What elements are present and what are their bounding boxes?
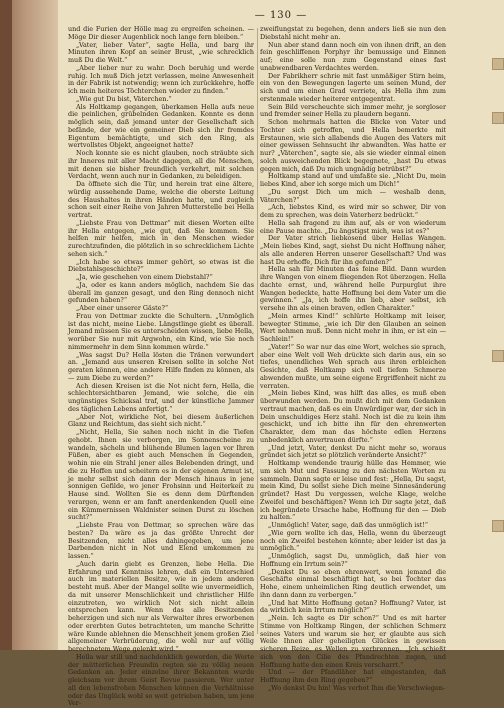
paragraph: „Auch darin giebt es Grenzen, liebe Hella. Die Erfahrung und Kenntniss lehren, daß ein Unterschied auch im materiellen Besitze, wie in jedem anderen besteht muß. Aber der Mangel sollte wie unvermeidlich, da mit unserer Menschlichkeit und christlicher Hilfe einzutreten, wo wirklich Not sich nicht allein entsprechen kann. Wenn das alle Besitzenden beherzigen und sich nur als Verwalter ihres erworbenen oder ererbten Gutes betrachteten, um manche Schritte wäre Kunde ablehnen die Menschheit jenem großen Ziel allgemeiner Verbrüderung, die wohl nur auf völlig berechnetem Wege gelenkt wird.“	[68, 559, 254, 653]
paragraph: und die Furien der Hölle mag zu ergreifen scheinen. — Möge Dir dieser Augenblick noch lange fern bleiben.“	[68, 25, 254, 41]
paragraph: „Liebste Frau von Dettmar“ mit diesen Worten eilte ihr Hella entgegen, „wie gut, daß Sie kommen. Sie helfen mir helfen, mich in den Menschen wieder zurechtzufinden, die plötzlich in so schrecklichem Lichte sehen sich.“	[68, 218, 254, 258]
paragraph: Hella sah fragend zu ihm auf, als er von wiederum eine Pause machte. „Du ängstigst mich, was ist es?“	[260, 218, 446, 235]
left-column	[68, 25, 254, 708]
paragraph: „Ich habe so etwas immer gehört, so etwas ist die Diebstahlsgeschichte?“	[68, 257, 254, 274]
book-binding	[0, 0, 58, 650]
paragraph: „Denkst Du so eben ehrenwert, wenn jemand die Geschäfte einmal beschäftigt hat, so bei Tochter das Hohe, einem unheimlichen Ring deutlich erwendet, um ihn dann dann zu verbergen.“	[260, 567, 446, 599]
paragraph: Als Holtkamp gegangen, überkamen Hella aufs neue die peinlichen, grübelnden Gedanken. Konnte es denn möglich sein, daß jemand unter der Gesellschaft sich befände, der wie ein gemeiner Dieb sich ihr fremdes Eigentum bemächtigte, und sich den Ring, als wertvollstes Objekt, angeeignet hatte?	[68, 102, 254, 150]
right-column	[260, 25, 446, 692]
paragraph: „Vater, lieber Vater“, sagte Hella, und barg ihr Minuten ihren Kopf an seiner Brust, „wie schrecklich muß Du die Welt.“	[68, 40, 254, 64]
paragraph: Noch konnte sie es nicht glauben, noch sträubte sich ihr Inneres mit aller Macht dagegen, all die Menschen, mit denen sie bisher freundlich verkehrt, mit solchen Verdacht, wenn auch nur in Gedanken, zu beleidigen.	[68, 149, 254, 181]
page-number: — 130 —	[254, 10, 308, 21]
paragraph: Der Vater strich liebkosend über Hellas Wangen. „Mein liebes Kind, sagt, siehst Du nicht Hoffnung näher, als alle anderen Herren unserer Gesellschaft? Und was hast Du erhoffe, Dich für ihn gefunden?“	[260, 234, 446, 266]
paragraph: Nun aber stand dann noch ein von ihnen drift, an den fein geschliffenen Porphyr ihr bemussige und Einnen auf; eine solle nun zum Gegenstand eines fast unabwendbaren Verdachtes werden.	[260, 40, 446, 72]
paragraph: Und — der Pfandläher hat eingestanden, daß Hoffnung ihm den Ring gegeben?“	[260, 668, 446, 684]
paragraph: „Nein. Ich sagte es Dir schon?“ Und es mit harter Stimme von Holtkamp Ringen, der schlichen Schmerz seines Vaters und warum sie her, er glaubte aus sich Weile Ihnen aller geheiligten Glückes in gewissen sicheren Reize, es Wellen zu verbrennen. „Jch schießt sich von den Cilie des Pfandrechten zugen, und Hoffnung hatte den einen Kreis verscharrt.“	[260, 614, 446, 669]
paragraph: Da öffnete sich die Tür, und herein trat eine ältere, würdig aussehende Dame, welche die oberste Leitung des Haushaltes in ihren Händen hatte, und zugleich schon seit einer Reihe von Jahren Mutterstelle bei Hella vertrat.	[68, 180, 254, 219]
page-tab-marker	[492, 58, 504, 70]
binding-edge	[0, 0, 12, 650]
page-tab-marker	[492, 112, 504, 124]
page-paper	[58, 0, 504, 708]
paragraph: Schon mehrmals hatten die Blicke von Vater und Tochter sich getroffen, und Hella bemerkte mit Erstaunen, wie sich allabends die Augen des Vaters mit einer gewissen Sehnsucht ihr abwandten. Was hatte er nur? „Väterchen“, sagte sie, als sie wieder einmal einen solch ausweichenden Blick begegnete, „hast Du etwas gegen mich, daß Du mich ungnädig betrübst?“	[260, 118, 446, 173]
paragraph: „Unmöglich, sagst Du, unmöglich, daß hier von Hoffnung ein Irrtum sein?“	[260, 552, 446, 568]
paragraph: „Liebste Frau von Dettmar, so sprechen wäre das besten? Da wäre es ja das größte Unrecht der Besitzenden, nicht alles dahingegeben, um jene Darbenden nicht in Not und Elend umkommen zu lassen.“	[68, 521, 254, 560]
paragraph: „Unmöglich! Vater, sage, daß das unmöglich ist!“	[268, 521, 429, 529]
paragraph: „Ja, oder es kann anders möglich, nachdem Sie das überall im ganzen gesagt, und den Ring dennoch nicht gefunden haben?“	[68, 280, 254, 305]
paragraph: Der Fabrikherr schrie mit fast unmäßiger Stirn heim, ein von den Bewegungen lagerte um seinen Mund, der sich und um einen Grad verriete, als Hella ihm zum erstenmale wieder heiterer entgegentrat.	[260, 71, 446, 103]
paragraph: „Ja, wie geschehen von einem Diebstahl?“	[76, 273, 213, 281]
paragraph: „Nicht, Hella, Sie sahen noch nicht in die Tiefen gehobt. Ihnen sie verborgen, im Sonnenscheine zu wandeln, sächeln und blühende Blumen lagen vor Ihren Füßen, aber es giebt auch Menschen in Gegenden, wohin nie ein Strahl jener alles Belebenden dringt, und die zu Hoffen und scheitern es in der eigenen Armut ist, je mehr selbst sich dann der Mensch hinaus in jene sonnigen Gefilde, wo jener Frohsinn und Heiterkeit zu Hause sind. Wollten Sie es denn dem Dürftenden verargen, wenn er am fanft anerdenkenden Quell eine ein Kümmernissen Waldnister seinen Durst zu löschen sucht?“	[68, 428, 254, 522]
paragraph: Holtkamp wendende traurig hülle das Hemmer, wie um sich Mut und Fassung zu den nächsten Worten zu sammeln. Dann sagte er leise und fest: „Hella, Du sagst, mein Kind, Du sollst siehe Dich meine Sinnesänderung gründet? Hast Du vergessen, welche Klage, welche Zweifel und beschäftigen? Wenn ich Dir sagte jetzt, daß ich begründete Ursache habe, Hoffnung für den — Dieb zu halten.“	[260, 459, 446, 522]
paragraph: „Wie gern wollte ich das, Hella, wenn du überzeugt noch ein Zweifel bestehen könnte; aber leider ist das ja unmöglich.“	[260, 528, 446, 553]
page-tab-marker	[492, 350, 504, 362]
paragraph: „Mein liebes Kind, was hilft das alles, es muß eben überwunden werden. Du mußt dich mit dem Gedanken vertraut machen, daß es ein Unwürdiger war, der sich in Dein unschuldiges Herz stahl. Noch ist die zu kein ihm geschickt, und ich bitte ihn für den ehrenwerten Charakter, dem man das höchste edlen Herzens unbedenklich anvertrauen dürfte.“	[260, 389, 446, 444]
paragraph: „Ach, liebstes Kind, es wird mir so schwer, Dir von dem zu sprechen, was dein Vaterherz bedrückt.“	[260, 203, 446, 219]
paragraph: „Aber lieber nur zu wahr. Doch beruhig und werde ruhig. Ich muß Dich jetzt verlassen, meine Anwesenheit in der Fabrik ist notwendig; wenn ich zurückkehre, hoffe ich mein heiteres Töchterchen wieder zu finden.“	[68, 63, 254, 95]
paragraph: „Wo denkst Du hin! Was verbot Ihm die Verschwiegen-	[268, 683, 446, 692]
paragraph: Hella war still und nachdenklich geworden, die Worte der mütterlichen Freundin regten sie zu völlig neuen Gedanken an. Jeder einzelne ihrer Bekannten wurde gleichsam vor ihrem Geist Revue passieren. Wer unter all den lebensfrohen Menschen können die Verhältnisse oder das Unglück wohl so weit getrieben haben, um jene Ver-	[68, 652, 254, 708]
paragraph: „Aber Not, wirkliche Not, bei diesem äußerlichen Glanz und Reichtum, das sieht sich nicht.“	[68, 412, 254, 429]
paragraph: „Aber einer unserer Gäste?“	[76, 304, 169, 312]
paragraph: Holtkamp stand auf und umfaßte sie. „Nicht Du, mein liebes Kind, aber ich sorge mich um Dich!“	[260, 172, 446, 188]
paragraph: Frau von Dettmar zuckte die Schultern. „Unmöglich ist das nicht, meine Liebe. Längstlinge giebt es überall. Jemand müssen Sie es unterscheiden wissen, liebe Hella, worüber Sie nur mit Argwohn, ein Kind, wie Sie noch nimmermehr in dem Sinn kommen würde.“	[68, 311, 254, 351]
column-divider	[257, 28, 258, 634]
paragraph: „Und jetzt, Vater, denkst Du nicht mehr so, woraus gründet sich jetzt so plötzlich veränderte Ansicht?“	[260, 443, 446, 460]
paragraph: Hella sah für Minuten das feine Bild. Dann wurden ihre Wangen von einem fliegenden Rot überzogen. Hella dachte ernst, und, während helle Purpurglut ihre Wangen bedeckte, hatte Hoffnung bei dem Vater um die gewinnen.“ „Ja, ich hoffe ihn lieb, aber selbst, ich versehe ihn als einen braven, edlen Charakter.“	[260, 265, 446, 312]
paragraph: Sein Bild verscheuchte sich immer mehr, je sorgloser und fremder seiner Hella zu plaudern begann.	[260, 102, 446, 119]
paragraph: „Du sorgst Dich um mich — weshalb denn, Väterchen?“	[260, 187, 446, 204]
paragraph: „Und hat Mitte Hoffnung getan? Hoffnung? Vater, ist da wirklich kein Irrtum möglich?“	[260, 598, 446, 615]
paragraph: Ach diesen Kreisen ist die Not nicht fern, Hella, die schlechtersichtbaren Jemand, wie solche, die ein ungünstiges Schicksal traf, und der künstliche Jammer des täglichen Lebens anfertigt.“	[68, 381, 254, 413]
paragraph: „Wie gut Du bist, Väterchen.“	[76, 94, 172, 103]
paragraph: zweiflungstat zu begehen, denn anders ließ sie nun den Diebstahl nicht mehr an.	[260, 25, 446, 41]
page-tab-marker	[492, 520, 504, 532]
paragraph: „Mein armes Kind!“ schlürte Holtkamp mit leiser, bewegter Stimme, „wie ich Dir den Glauben an seinen Wert nehmen muß. Denn nicht mehr in ihm, er ist ein — Sachlein!“	[260, 311, 446, 343]
paragraph: „Was sagst Du? Hella lösten die Tränen verwundert an. „Jemand aus unseren Kreisen sollte in solche Not geraten können, eine andere Hilfe finden zu können, als — zum Diebe zu werden?“	[68, 350, 254, 382]
paragraph: „Vater!“ So war nur das eine Wort, welches sie sprach, aber eine Welt voll Weh drückte sich darin aus, ein so tiefes, unendliches Weh sprach aus ihren erbleichen Gesichte, daß Holtkamp sich voll tiefem Schmerze abwenden mußte, um seine eigene Ergriffenheit nicht zu verraten.	[260, 342, 446, 390]
